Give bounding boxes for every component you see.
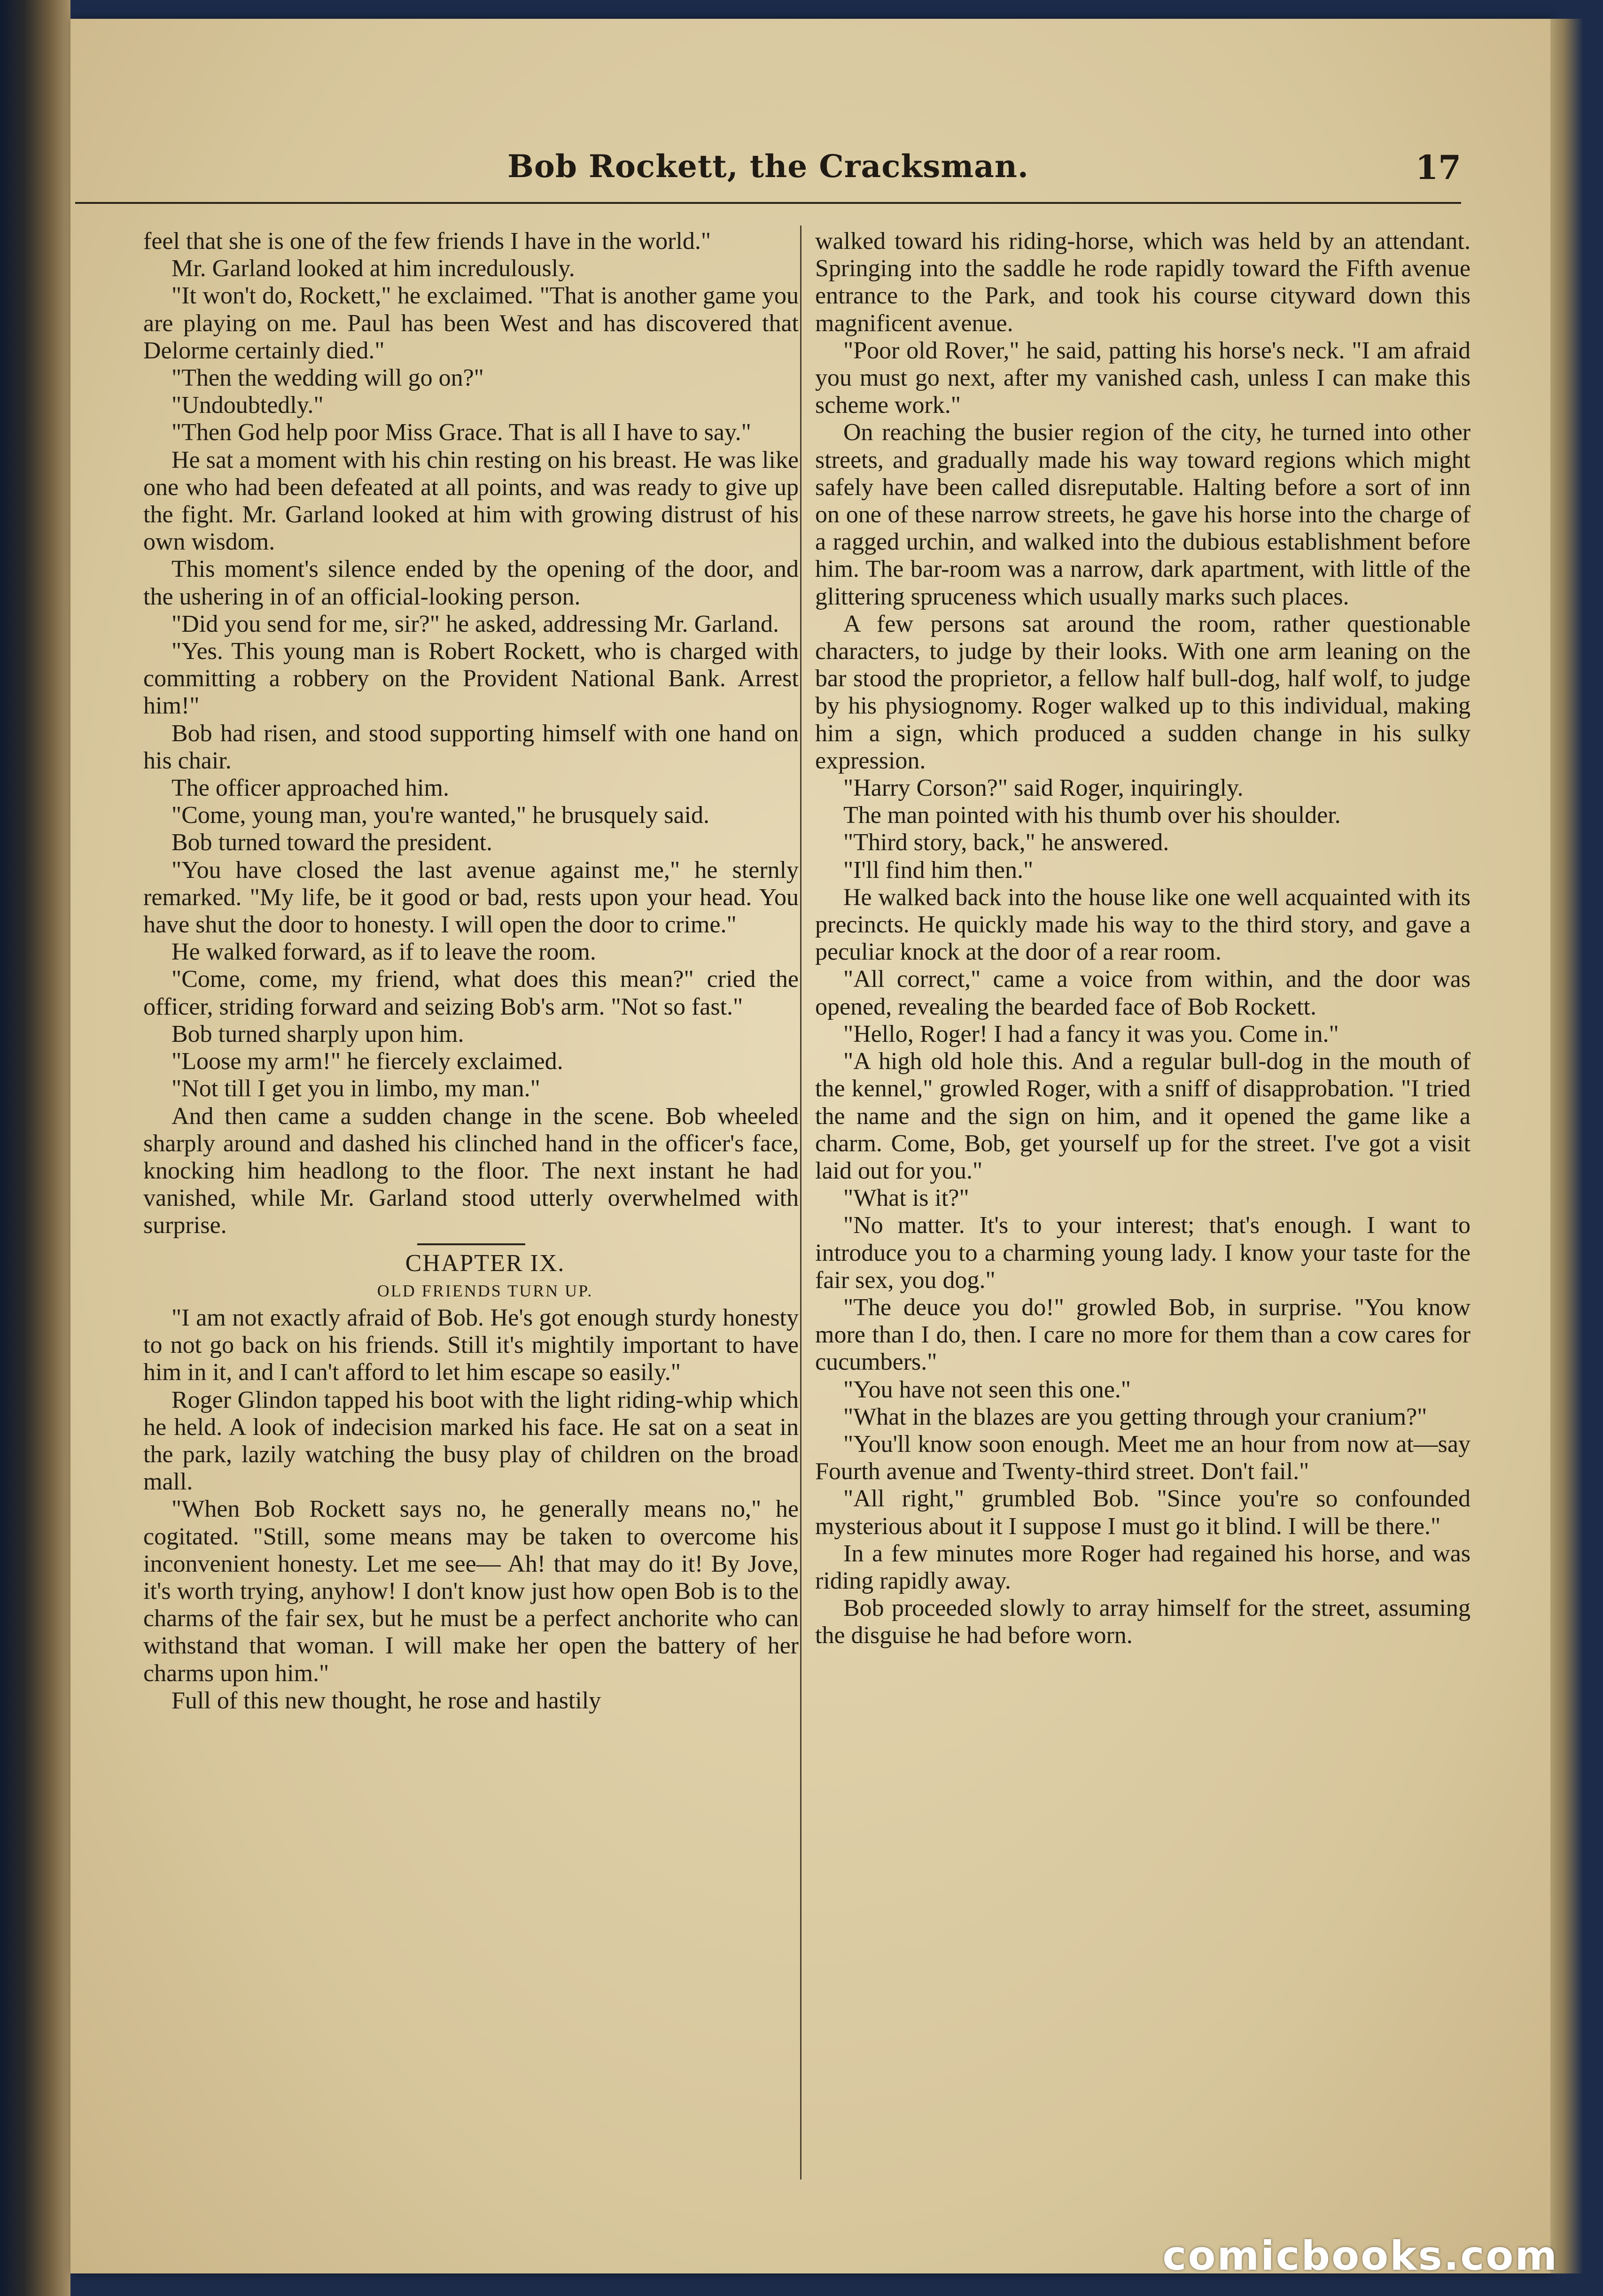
paragraph: Bob turned toward the president. bbox=[171, 829, 493, 856]
paragraph: He walked forward, as if to leave the room. bbox=[171, 939, 596, 966]
paragraph: "I am not exactly afraid of Bob. He's got enough sturdy honesty to not go back on his friends. Still it's mightily important to have him in it, and I can't afford to let him escape so easily." bbox=[143, 1304, 799, 1386]
paragraph: "What in the blazes are you getting through your cranium?" bbox=[843, 1403, 1427, 1430]
page-number: 17 bbox=[1415, 148, 1461, 187]
chapter-title: CHAPTER IX. bbox=[405, 1249, 565, 1277]
paragraph: "Harry Corson?" said Roger, inquiringly. bbox=[843, 775, 1244, 802]
header-rule bbox=[75, 202, 1461, 204]
paragraph: "All correct," came a voice from within, and the door was opened, revealing the bearded face of Bob Rockett. bbox=[815, 966, 1471, 1020]
paragraph: "Third story, back," he answered. bbox=[843, 829, 1169, 856]
paragraph: "I'll find him then." bbox=[843, 856, 1034, 884]
paragraph: The man pointed with his thumb over his shoulder. bbox=[843, 802, 1341, 829]
paragraph: In a few minutes more Roger had regained his horse, and was riding rapidly away. bbox=[815, 1540, 1471, 1594]
paragraph: He sat a moment with his chin resting on his breast. He was like one who had been defeated at all points, and was ready to give up the fight. Mr. Garland looked at him with growing distrust of his own wisdom. bbox=[143, 446, 799, 556]
paragraph: "Poor old Rover," he said, patting his horse's neck. "I am afraid you must go next, after my vanished cash, unless I can make this scheme work." bbox=[815, 337, 1471, 419]
paragraph: And then came a sudden change in the scene. Bob wheeled sharply around and dashed his clinched hand in the officer's face, knocking him headlong to the floor. The next instant he had vanished, while Mr. Garland stood utterly overwhelmed with surprise. bbox=[143, 1102, 799, 1239]
paragraph: "Loose my arm!" he fiercely exclaimed. bbox=[171, 1048, 563, 1075]
book-binding bbox=[0, 0, 70, 2296]
paragraph: Full of this new thought, he rose and hastily bbox=[171, 1687, 601, 1714]
paragraph: "When Bob Rockett says no, he generally means no," he cogitated. "Still, some means may be taken to overcome his inconvenient honesty. Let me see— Ah! that may do it! By Jove, it's worth trying, anyhow! I don't know just how open Bob is to the charms of the fair sex, but he must be a perfect anchorite who can withstand that woman. I will make her open the battery of her charms upon him." bbox=[143, 1496, 799, 1687]
paragraph: "You'll know soon enough. Meet me an hour from now at—say Fourth avenue and Twenty-third street. Don't fail." bbox=[815, 1430, 1471, 1485]
paragraph: The officer approached him. bbox=[171, 775, 449, 802]
paragraph: "All right," grumbled Bob. "Since you're so confounded mysterious about it I suppose I must go it blind. I will be there." bbox=[815, 1485, 1471, 1540]
paragraph: Mr. Garland looked at him incredulously. bbox=[171, 255, 575, 282]
paragraph: "The deuce you do!" growled Bob, in surprise. "You know more than I do, then. I care no more for them than a cow cares for cucumbers." bbox=[815, 1294, 1471, 1376]
paragraph: "Come, young man, you're wanted," he brusquely said. bbox=[171, 802, 710, 829]
paragraph: "You have not seen this one." bbox=[843, 1376, 1131, 1403]
paragraph: On reaching the busier region of the city, he turned into other streets, and gradually made his way toward regions which might safely have been called disreputable. Halting before a sort of inn on one of these narrow streets, he gave his horse into the charge of a ragged urchin, and walked into the dubious establishment before him. The bar-room was a narrow, dark apartment, with little of the glittering spruceness which usually marks such places. bbox=[815, 419, 1471, 610]
right-column bbox=[815, 228, 1471, 2187]
paragraph: "Hello, Roger! I had a fancy it was you. Come in." bbox=[843, 1020, 1339, 1047]
chapter-divider bbox=[417, 1243, 525, 1245]
paragraph: "It won't do, Rockett," he exclaimed. "That is another game you are playing on me. Paul has been West and has discovered that Delorme certainly died." bbox=[143, 282, 799, 364]
paragraph: "Then the wedding will go on?" bbox=[171, 365, 484, 392]
paragraph: walked toward his riding-horse, which was held by an attendant. Springing into the saddle he rode rapidly toward the Fifth avenue entrance to the Park, and took his course cityward down this magnificent avenue. bbox=[815, 228, 1471, 337]
column-divider bbox=[800, 225, 802, 2180]
running-header bbox=[75, 148, 1461, 200]
paragraph: "No matter. It's to your interest; that's enough. I want to introduce you to a charming young lady. I know your taste for the fair sex, you dog." bbox=[815, 1212, 1471, 1294]
paragraph: feel that she is one of the few friends I have in the world." bbox=[143, 228, 711, 255]
paragraph: "Yes. This young man is Robert Rockett, who is charged with committing a robbery on the Provident National Bank. Arrest him!" bbox=[143, 638, 799, 720]
paragraph: "A high old hole this. And a regular bull-dog in the mouth of the kennel," growled Roger, with a sniff of disapprobation. "I tried the name and the sign on him, and it opened the game like a charm. Come, Bob, get yourself up for the street. I've got a visit laid out for you." bbox=[815, 1048, 1471, 1184]
running-title: Bob Rockett, the Cracksman. bbox=[507, 148, 1029, 185]
paragraph: Bob proceeded slowly to array himself for the street, assuming the disguise he had before worn. bbox=[815, 1595, 1471, 1649]
paragraph: "Undoubtedly." bbox=[171, 392, 324, 419]
paragraph: "Come, come, my friend, what does this mean?" cried the officer, striding forward and seizing Bob's arm. "Not so fast." bbox=[143, 966, 799, 1020]
paragraph: Roger Glindon tapped his boot with the light riding-whip which he held. A look of indecision marked his face. He sat on a seat in the park, lazily watching the busy play of children on the broad mall. bbox=[143, 1386, 799, 1496]
paragraph: "What is it?" bbox=[843, 1185, 969, 1212]
chapter-subtitle: OLD FRIENDS TURN UP. bbox=[377, 1281, 593, 1300]
paragraph: "Then God help poor Miss Grace. That is all I have to say." bbox=[171, 419, 751, 446]
paragraph: "Not till I get you in limbo, my man." bbox=[171, 1075, 540, 1102]
left-column bbox=[143, 228, 799, 2187]
paragraph: "Did you send for me, sir?" he asked, addressing Mr. Garland. bbox=[171, 610, 779, 637]
paragraph: This moment's silence ended by the opening of the door, and the ushering in of an official-looking person. bbox=[143, 556, 799, 610]
page-edge bbox=[1550, 19, 1583, 2273]
site-watermark: comicbooks.com bbox=[1162, 2233, 1558, 2280]
paragraph: Bob turned sharply upon him. bbox=[171, 1020, 464, 1047]
paragraph: "You have closed the last avenue against me," he sternly remarked. "My life, be it good or bad, rests upon your head. You have shut the door to honesty. I will open the door to crime." bbox=[143, 856, 799, 939]
paragraph: Bob had risen, and stood supporting himself with one hand on his chair. bbox=[143, 720, 799, 774]
paragraph: He walked back into the house like one well acquainted with its precincts. He quickly made his way to the third story, and gave a peculiar knock at the door of a rear room. bbox=[815, 884, 1471, 966]
paragraph: A few persons sat around the room, rather questionable characters, to judge by their looks. With one arm leaning on the bar stood the proprietor, a fellow half bull-dog, half wolf, to judge by his physiognomy. Roger walked up to this individual, making him a sign, which produced a sudden change in his sulky expression. bbox=[815, 610, 1471, 774]
